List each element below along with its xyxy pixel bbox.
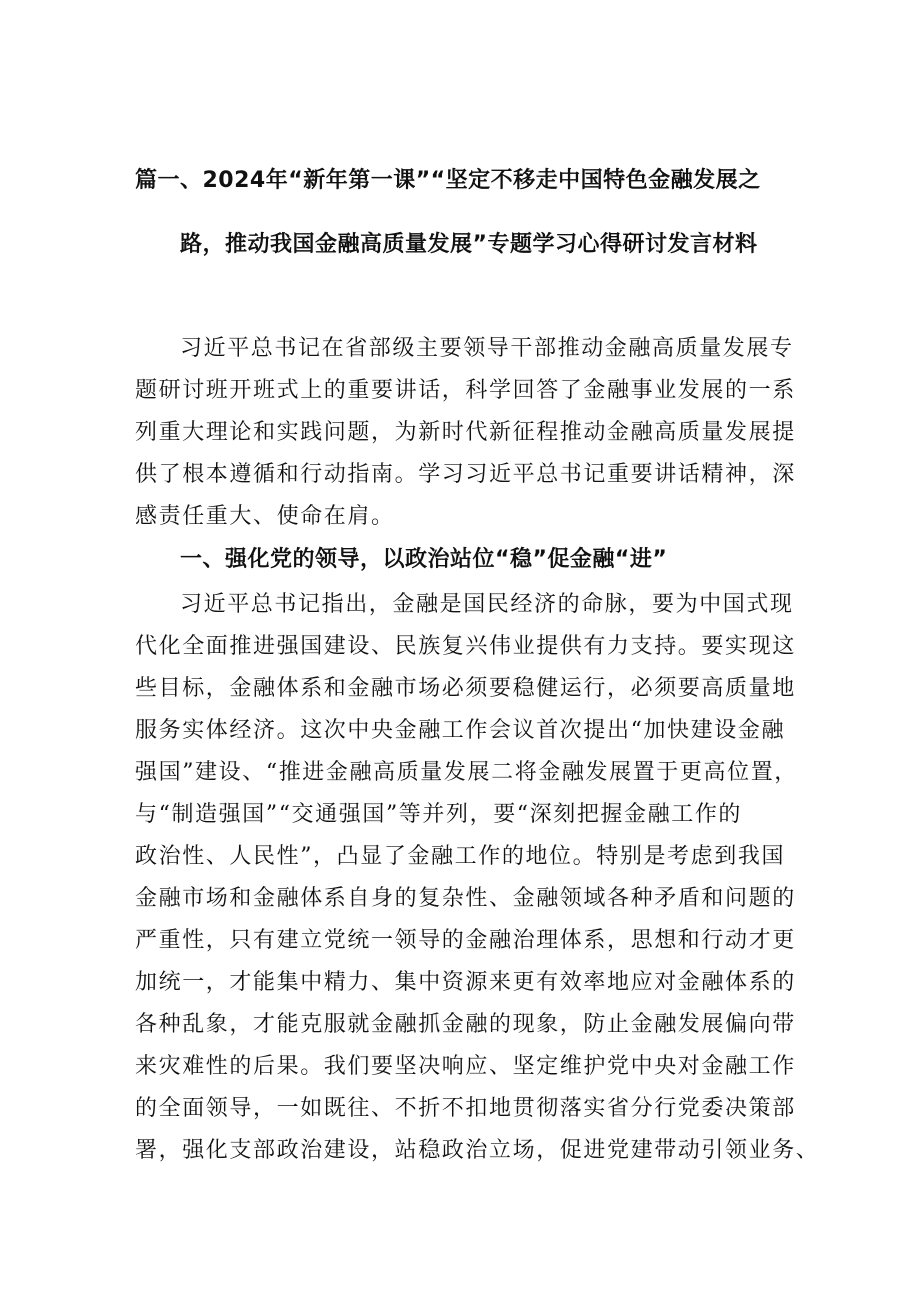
document-title-line-2: 路，推动我国金融高质量发展”专题学习心得研讨发言材料 xyxy=(180,232,758,257)
section-1-paragraph-line: 与“制造强国”“交通强国”等并列，要“深刻把握金融工作的 xyxy=(135,802,743,827)
section-1-paragraph-line: 的全面领导，一如既往、不折不扣地贯彻落实省分行党委决策部 xyxy=(135,1096,796,1121)
section-1-paragraph-line: 各种乱象，才能克服就金融抓金融的现象，防止金融发展偏向带 xyxy=(135,1012,796,1037)
section-1-paragraph-line: 政治性、人民性”，凸显了金融工作的地位。特别是考虑到我国 xyxy=(135,844,786,869)
section-1-paragraph-line: 加统一，才能集中精力、集中资源来更有效率地应对金融体系的 xyxy=(135,970,796,995)
intro-paragraph-line: 习近平总书记在省部级主要领导干部推动金融高质量发展专 xyxy=(180,336,794,361)
section-1-paragraph-line: 严重性，只有建立党统一领导的金融治理体系，思想和行动才更 xyxy=(135,928,796,953)
intro-paragraph-line: 感责任重大、使命在肩。 xyxy=(135,504,395,529)
section-1-paragraph-line: 代化全面推进强国建设、民族复兴伟业提供有力支持。要实现这 xyxy=(135,634,796,659)
document-title-line-1: 篇一、2024年“新年第一课”“坚定不移走中国特色金融发展之 xyxy=(135,168,761,193)
section-1-paragraph-line: 服务实体经济。这次中央金融工作会议首次提出“加快建设金融 xyxy=(135,718,786,743)
section-1-paragraph-line: 强国”建设、“推进金融高质量发展二将金融发展置于更高位置， xyxy=(135,760,798,785)
intro-paragraph-line: 供了根本遵循和行动指南。学习习近平总书记重要讲话精神，深 xyxy=(135,462,796,487)
intro-paragraph-line: 题研讨班开班式上的重要讲话，科学回答了金融事业发展的一系 xyxy=(135,378,796,403)
section-1-paragraph-line: 署，强化支部政治建设，站稳政治立场，促进党建带动引领业务、 xyxy=(135,1138,820,1163)
section-1-paragraph-line: 习近平总书记指出，金融是国民经济的命脉，要为中国式现 xyxy=(180,592,794,617)
section-1-paragraph-line: 些目标，金融体系和金融市场必须要稳健运行，必须要高质量地 xyxy=(135,676,796,701)
section-1-heading: 一、强化党的领导，以政治站位“稳”促金融“进” xyxy=(180,547,668,572)
section-1-paragraph-line: 来灾难性的后果。我们要坚决响应、坚定维护党中央对金融工作 xyxy=(135,1054,796,1079)
section-1-paragraph-line: 金融市场和金融体系自身的复杂性、金融领域各种矛盾和问题的 xyxy=(135,886,796,911)
intro-paragraph-line: 列重大理论和实践问题，为新时代新征程推动金融高质量发展提 xyxy=(135,420,796,445)
